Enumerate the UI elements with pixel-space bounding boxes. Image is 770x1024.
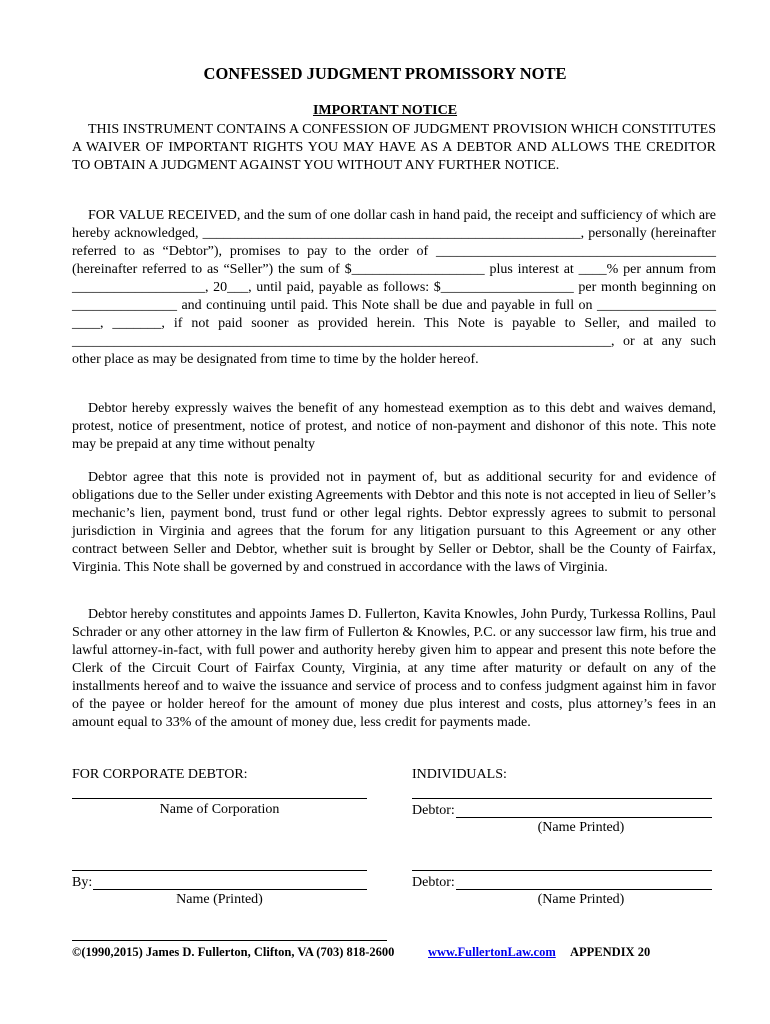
- footer-website-container: [428, 945, 556, 960]
- footer-website-link[interactable]: www.FullertonLaw.com: [428, 945, 556, 959]
- by-signature-line[interactable]: [93, 889, 367, 890]
- by-label: By:: [72, 875, 93, 890]
- footer-copyright: ©(1990,2015) James D. Fullerton, Clifton, VA (703) 818-2600: [72, 945, 395, 959]
- security-paragraph: Debtor agree that this note is provided not in payment of, but as additional security for and evidence of obligations due to the Seller under existing Agreements with Debtor and this note is not accepted in lieu of Seller’s mechanic’s lien, payment bond, trust fund or other legal rights. Debtor expressly agrees to submit to personal jurisdiction in Virginia and agrees that the forum for any litigation pursuant to this Agreement or any other contract between Seller and Debtor, whether suit is brought by Seller or Debtor, shall be the County of Fairfax, Virginia. This Note shall be governed by and construed in accordance with the laws of Virginia.: [72, 470, 716, 575]
- corporate-debtor-heading: FOR CORPORATE DEBTOR:: [72, 767, 248, 782]
- name-printed-right-1: (Name Printed): [537, 820, 625, 835]
- name-of-corporation-label: Name of Corporation: [159, 802, 280, 817]
- corporate-signature-line[interactable]: [72, 870, 367, 871]
- debtor-name-line-2[interactable]: [456, 889, 712, 890]
- name-printed-left-label: Name (Printed): [176, 892, 263, 907]
- footer-divider: [72, 940, 387, 941]
- important-notice-heading: IMPORTANT NOTICE: [312, 103, 458, 118]
- debtor-label-2: Debtor:: [412, 875, 455, 890]
- attorney-paragraph: Debtor hereby constitutes and appoints James D. Fullerton, Kavita Knowles, John Purdy, Turkessa Rollins, Paul Schrader or any other attorney in the law firm of Fullerton & Knowles, P.C. or any successor law firm, his true and lawful attorney-in-fact, with full power and authority hereby given him to appear and present this note before the Clerk of the Circuit Court of Fairfax County, Virginia, at any time after maturity or default on any of the installments hereof and to waive the issuance and service of process and to confess judgment against him in favor of the payee or holder hereof for the amount of money due plus interest and costs, plus attorney’s fees in an amount equal to 33% of the amount of money due, less credit for payments made.: [72, 607, 716, 730]
- footer-appendix: APPENDIX 20: [570, 945, 651, 959]
- individuals-heading: INDIVIDUALS:: [412, 767, 507, 782]
- document-title: CONFESSED JUDGMENT PROMISSORY NOTE: [203, 64, 567, 83]
- individual-signature-line-2[interactable]: [412, 870, 712, 871]
- corporation-name-line[interactable]: [72, 798, 367, 799]
- individual-signature-line-1[interactable]: [412, 798, 712, 799]
- important-notice-text: THIS INSTRUMENT CONTAINS A CONFESSION OF JUDGMENT PROVISION WHICH CONSTITUTES A WAIVER OF IMPORTANT RIGHTS YOU MAY HAVE AS A DEBTOR AND ALLOWS THE CREDITOR TO OBTAIN A JUDGMENT AGAINST YOU WITHOUT ANY FURTHER NOTICE.: [72, 122, 716, 173]
- name-printed-right-2: (Name Printed): [537, 892, 625, 907]
- debtor-name-line-1[interactable]: [456, 817, 712, 818]
- debtor-label-1: Debtor:: [412, 803, 455, 818]
- value-received-paragraph: FOR VALUE RECEIVED, and the sum of one dollar cash in hand paid, the receipt and sufficiency of which are hereby acknowledged, ______________________________________________________, personally (hereinafter referred to as “Debtor”), promises to pay to the order of ________________________________________ (hereinafter referred to as “Seller”) the sum of $___________________ plus interest at ____% per annum from ___________________, 20___, until paid, payable as follows: $___________________ per month beginning on _______________ and continuing until paid. This Note shall be due and payable in full on _________________ ____, _______, if not paid sooner as provided herein. This Note is payable to Seller, and mailed to _____________________________________________________________________________, or at any such other place as may be designated from time to time by the holder hereof.: [72, 208, 716, 367]
- waiver-paragraph: Debtor hereby expressly waives the benefit of any homestead exemption as to this debt and waives demand, protest, notice of presentment, notice of protest, and notice of non-payment and dishonor of this note. This note may be prepaid at any time without penalty: [72, 401, 716, 452]
